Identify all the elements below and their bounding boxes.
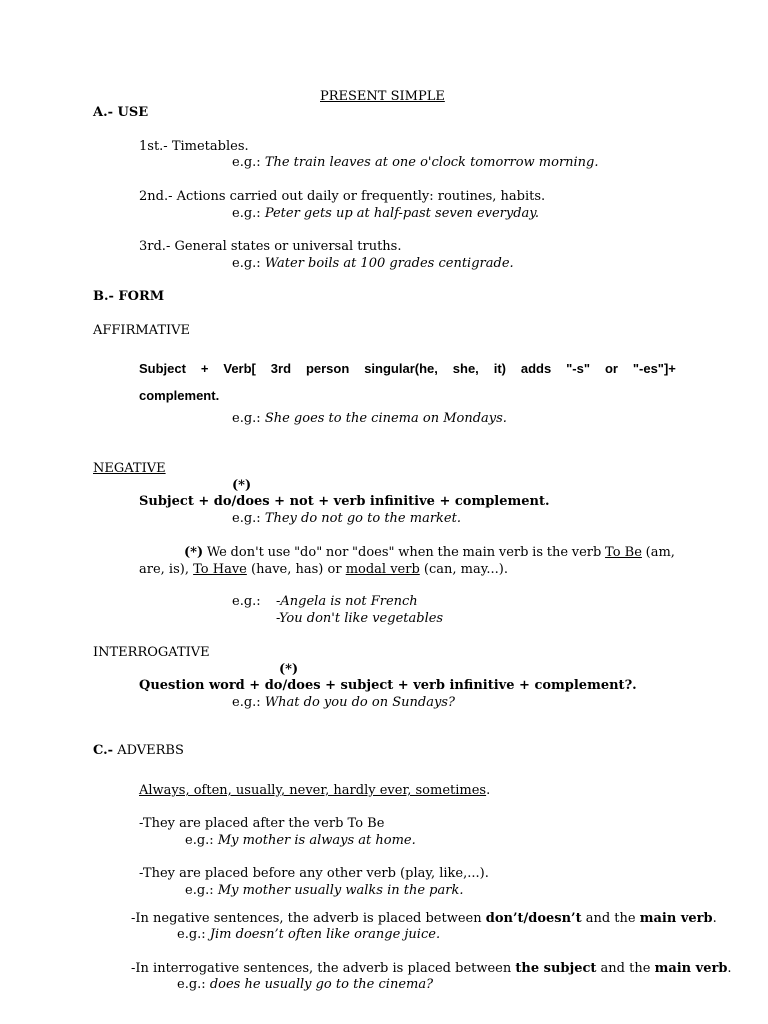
eg-label: e.g.:	[232, 206, 261, 221]
negative-asterisk: (*)	[232, 478, 252, 493]
note-word: (am,	[645, 545, 675, 560]
document-title: PRESENT SIMPLE	[320, 89, 445, 104]
note-word: nor	[325, 545, 349, 560]
rule-text: -In interrogative sentences, the adverb is placed between	[131, 961, 512, 976]
rule-word: "-s"	[566, 361, 591, 376]
note-word: the	[437, 545, 459, 560]
heading-word: ADVERBS	[117, 743, 184, 758]
eg-label: e.g.:	[185, 883, 214, 898]
section-heading-use: A.- USE	[93, 105, 149, 120]
note-word: verb	[498, 545, 529, 560]
adverbs-interrogative-rule	[131, 961, 732, 977]
note-word: don't	[230, 545, 264, 560]
adverbs-rule-1: -They are placed after the verb To Be	[139, 816, 385, 831]
rule-bold: don’t/doesn’t	[485, 911, 582, 926]
note-word: use	[267, 545, 291, 560]
interrogative-asterisk: (*)	[279, 662, 299, 677]
rule-text: and the	[585, 911, 636, 926]
example-text: Jim doesn’t often like orange juice.	[209, 927, 441, 942]
example-text: does he usually go to the cinema?	[209, 977, 434, 992]
rule-bold: main verb	[654, 961, 728, 976]
note-text: are, is),	[139, 562, 189, 577]
rule-text: -In negative sentences, the adverb is placed between	[131, 911, 482, 926]
example-text: Water boils at 100 grades centigrade.	[264, 256, 514, 271]
example-text: The train leaves at one o'clock tomorrow morning.	[264, 155, 599, 170]
note-word: main	[462, 545, 496, 560]
note-word: verb	[571, 545, 602, 560]
note-asterisk: (*)	[184, 545, 204, 560]
eg-label: e.g.:	[232, 256, 261, 271]
use-item-2-example	[232, 206, 539, 222]
affirmative-example	[232, 411, 507, 427]
affirmative-rule-line-2: complement.	[139, 388, 220, 403]
rule-bold: main verb	[639, 911, 713, 926]
rule-bold: the subject	[515, 961, 597, 976]
example-text: Peter gets up at half-past seven everyday.	[264, 206, 540, 221]
negative-examples-eg: e.g.:	[232, 594, 261, 609]
adverbs-rule-2: -They are placed before any other verb (play, like,...).	[139, 866, 489, 881]
use-item-3-label: 3rd.- General states or universal truths.	[139, 239, 402, 254]
negative-rule: Subject + do/does + not + verb infinitive + complement.	[139, 494, 550, 509]
negative-note-line-2	[139, 562, 508, 578]
eg-label: e.g.:	[232, 511, 261, 526]
rule-word: or	[604, 361, 618, 376]
rule-word: person	[305, 361, 350, 376]
negative-example	[232, 511, 461, 527]
rule-end: .	[712, 911, 717, 926]
use-item-1-label: 1st.- Timetables.	[139, 139, 249, 154]
note-word: "does"	[352, 545, 395, 560]
rule-word: adds	[520, 361, 552, 376]
heading-prefix: C.-	[93, 743, 114, 758]
adverbs-negative-example	[177, 927, 440, 943]
note-modal-verb: modal verb	[345, 562, 420, 577]
rule-word: it)	[493, 361, 506, 376]
rule-word: singular(he,	[364, 361, 438, 376]
rule-word: 3rd	[270, 361, 292, 376]
adverbs-rule-1-example	[185, 833, 416, 849]
eg-label: e.g.:	[185, 833, 214, 848]
example-text: She goes to the cinema on Mondays.	[264, 411, 507, 426]
eg-label: e.g.:	[177, 927, 206, 942]
example-text: My mother is always at home.	[217, 833, 416, 848]
rule-end: .	[727, 961, 732, 976]
interrogative-example	[232, 695, 455, 711]
example-text: What do you do on Sundays?	[264, 695, 455, 710]
rule-word: Subject	[139, 361, 186, 376]
section-heading-adverbs	[93, 743, 184, 759]
affirmative-label: AFFIRMATIVE	[93, 323, 191, 338]
note-word: when	[398, 545, 434, 560]
adverbs-list-end: .	[486, 783, 491, 798]
eg-label: e.g.:	[232, 411, 261, 426]
note-text: (have, has) or	[251, 562, 342, 577]
interrogative-label: INTERROGATIVE	[93, 645, 210, 660]
affirmative-rule-line-1	[139, 361, 676, 377]
note-word: We	[206, 545, 227, 560]
rule-word: she,	[452, 361, 479, 376]
note-to-have: To Have	[193, 562, 247, 577]
rule-text: and the	[600, 961, 651, 976]
adverbs-interrogative-example	[177, 977, 433, 993]
note-word: the	[546, 545, 569, 560]
example-text: They do not go to the market.	[264, 511, 461, 526]
example-text: My mother usually walks in the park.	[217, 883, 464, 898]
rule-word: "-es"]+	[632, 361, 676, 376]
use-item-2-label: 2nd.- Actions carried out daily or frequently: routines, habits.	[139, 189, 546, 204]
adverbs-list	[139, 783, 490, 799]
eg-label: e.g.:	[177, 977, 206, 992]
adverbs-rule-2-example	[185, 883, 463, 899]
negative-label: NEGATIVE	[93, 461, 166, 476]
adverbs-list-text: Always, often, usually, never, hardly ever, sometimes	[139, 783, 487, 798]
note-word: "do"	[294, 545, 323, 560]
negative-example-2: -You don't like vegetables	[276, 611, 444, 626]
negative-example-1: -Angela is not French	[276, 594, 418, 609]
eg-label: e.g.:	[232, 695, 261, 710]
note-text: (can, may...).	[423, 562, 508, 577]
rule-word: Verb[	[223, 361, 256, 376]
note-word: is	[532, 545, 544, 560]
use-item-1-example	[232, 155, 599, 171]
adverbs-negative-rule	[131, 911, 717, 927]
use-item-3-example	[232, 256, 514, 272]
eg-label: e.g.:	[232, 155, 261, 170]
section-heading-form: B.- FORM	[93, 289, 165, 304]
interrogative-rule: Question word + do/does + subject + verb infinitive + complement?.	[139, 678, 637, 693]
rule-word: +	[200, 361, 209, 376]
note-to-be: To Be	[605, 545, 642, 560]
negative-note-line-1	[184, 545, 675, 561]
